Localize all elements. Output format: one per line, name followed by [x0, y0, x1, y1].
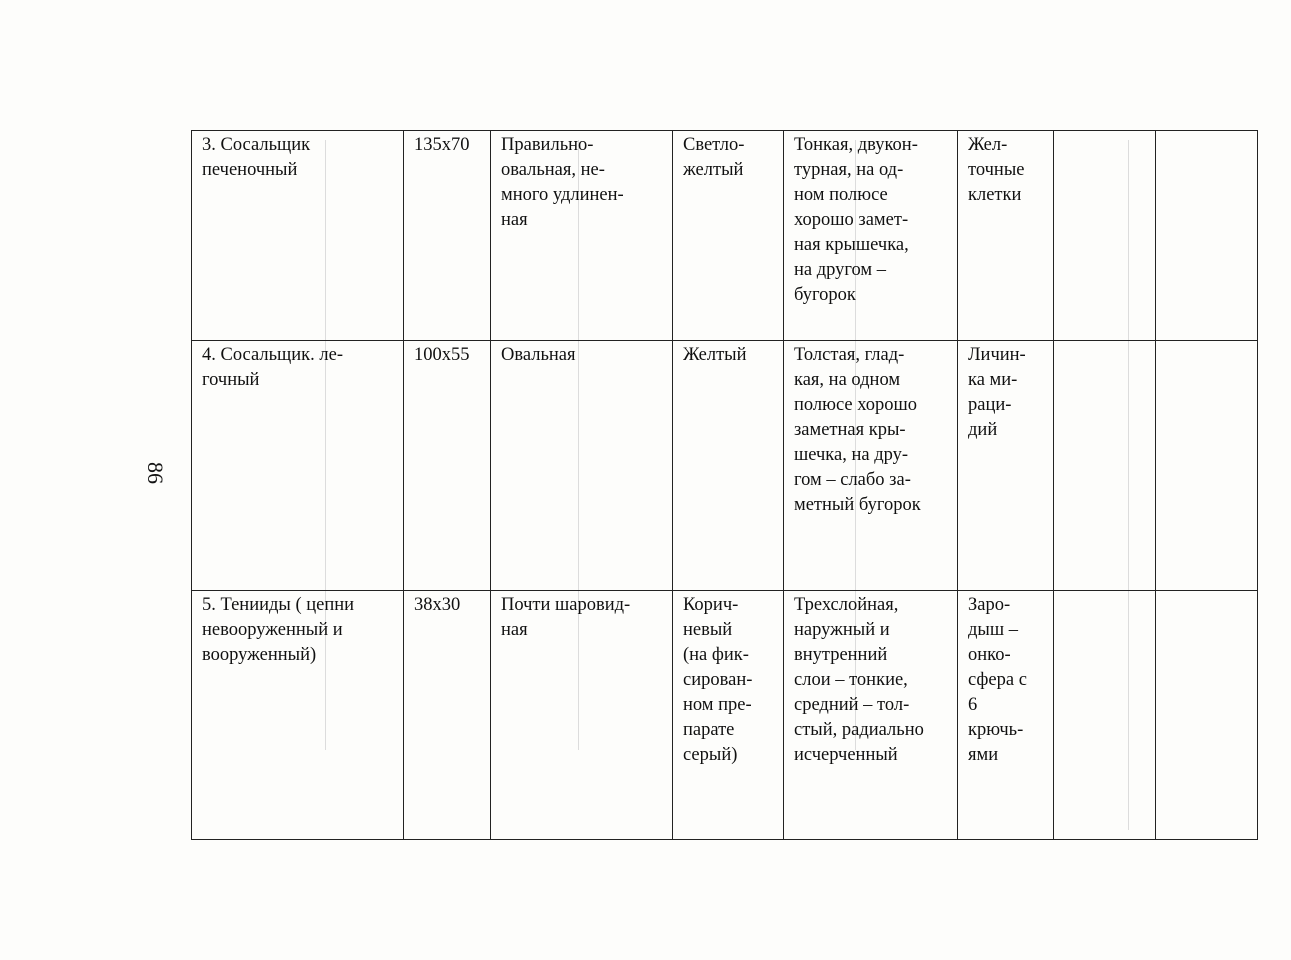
name-cell — [192, 341, 404, 591]
shell-cell — [784, 131, 958, 341]
color-cell — [673, 591, 784, 840]
eggs-table — [191, 130, 1258, 840]
color-cell — [673, 131, 784, 341]
name-cell — [192, 591, 404, 840]
egg-shell: Толстая, глад- кая, на одном полюсе хорошо заметная кры- шечка, на дру- гом – слабо за- метный бугорок — [794, 345, 921, 515]
egg-color: Желтый — [683, 345, 747, 365]
extra-cell — [1156, 341, 1258, 591]
content-cell — [958, 591, 1054, 840]
table-row — [192, 591, 1258, 840]
shell-cell — [784, 341, 958, 591]
extra-cell — [1156, 131, 1258, 341]
parasite-name: 3. Сосальщик печеночный — [202, 135, 311, 180]
egg-color: Корич- невый (на фик- сирован- ном пре- парате серый) — [683, 595, 753, 765]
color-cell — [673, 341, 784, 591]
table-row — [192, 131, 1258, 341]
shape-cell — [491, 591, 673, 840]
size-cell — [404, 591, 491, 840]
extra-cell — [1054, 591, 1156, 840]
table-row — [192, 341, 1258, 591]
egg-shape: Почти шаровид- ная — [501, 595, 631, 640]
egg-content: Жел- точные клетки — [968, 135, 1025, 205]
size-cell — [404, 131, 491, 341]
shape-cell — [491, 131, 673, 341]
parasite-name: 5. Тенииды ( цепни невооруженный и вооруженный) — [202, 595, 355, 665]
content-cell — [958, 131, 1054, 341]
content-cell — [958, 341, 1054, 591]
shell-cell — [784, 591, 958, 840]
egg-size: 135х70 — [414, 135, 470, 155]
extra-cell — [1054, 341, 1156, 591]
extra-cell — [1054, 131, 1156, 341]
egg-size: 100х55 — [414, 345, 470, 365]
parasite-name: 4. Сосальщик. ле- гочный — [202, 345, 344, 390]
extra-cell — [1156, 591, 1258, 840]
egg-content: Личин- ка ми- раци- дий — [968, 345, 1026, 440]
name-cell — [192, 131, 404, 341]
egg-shell: Трехслойная, наружный и внутренний слои – тонкие, средний – тол- стый, радиально исчерченный — [794, 595, 924, 765]
egg-shape: Овальная — [501, 345, 576, 365]
page-number: 86 — [143, 462, 168, 484]
size-cell — [404, 341, 491, 591]
egg-content: Заро- дыш – онко- сфера с 6 крючь- ями — [968, 595, 1027, 765]
egg-color: Светло- желтый — [683, 135, 745, 180]
egg-shape: Правильно- овальная, не- много удлинен- ная — [501, 135, 624, 230]
shape-cell — [491, 341, 673, 591]
egg-size: 38х30 — [414, 595, 461, 615]
egg-shell: Тонкая, двукон- турная, на од- ном полюсе хорошо замет- ная крышечка, на другом – бугорок — [794, 135, 918, 305]
